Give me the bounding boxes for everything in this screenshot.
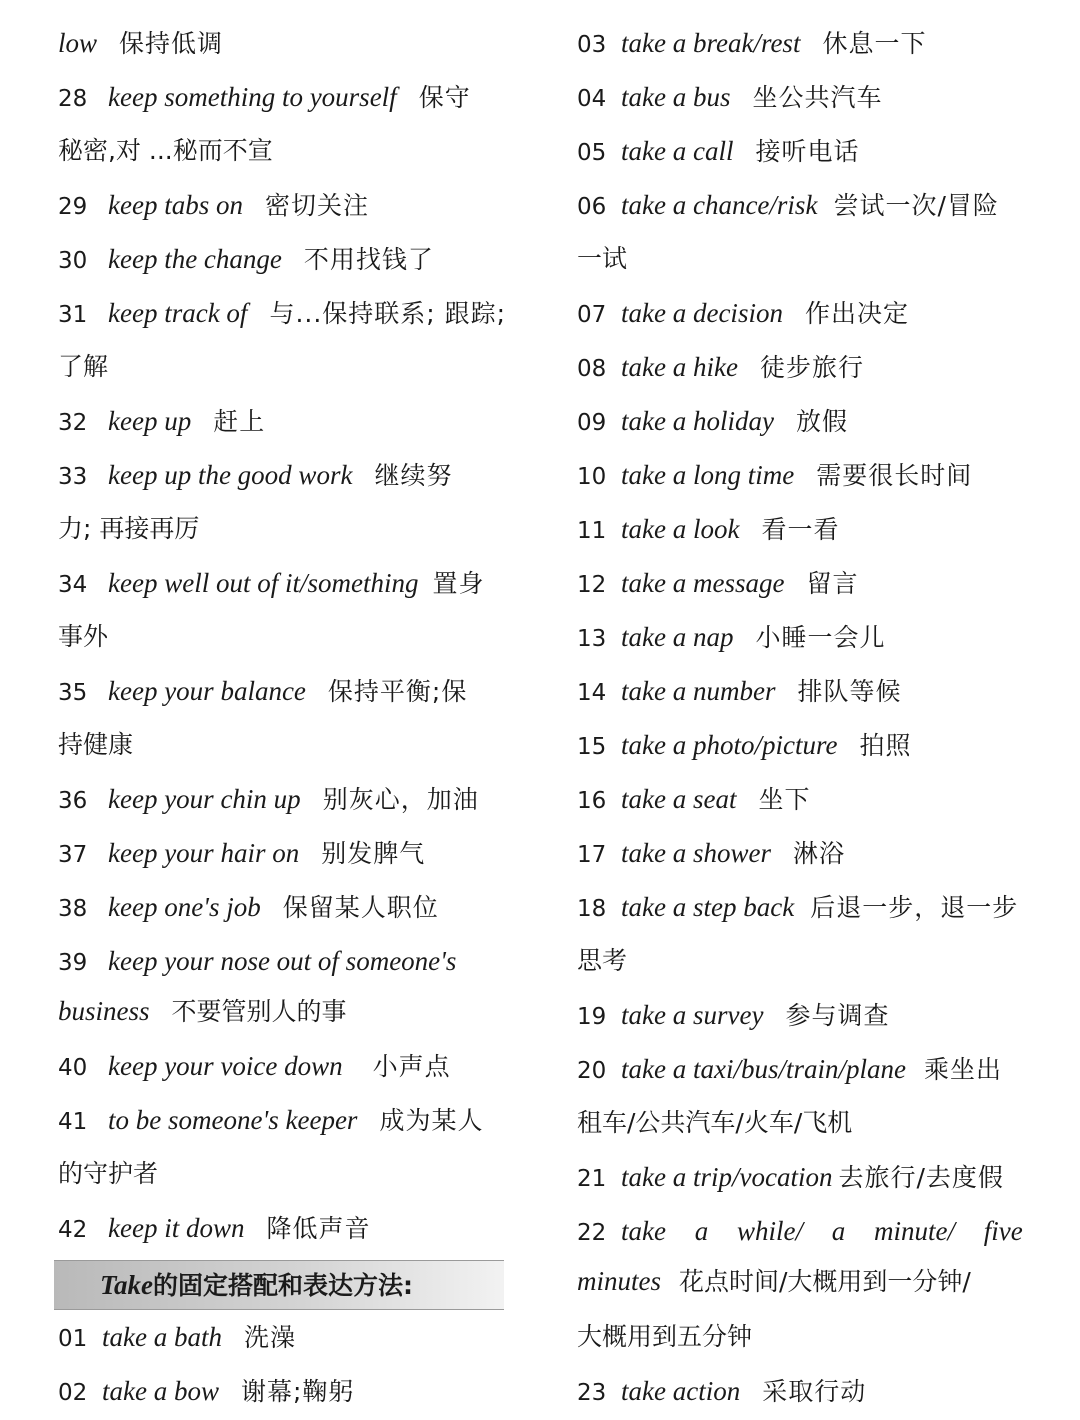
phrase-en: take a nap [621, 622, 734, 652]
phrase-en: take a survey [621, 1000, 764, 1030]
phrase-zh: 看一看 [761, 515, 840, 544]
phrase-en: take a message [621, 568, 785, 598]
list-item [577, 772, 1025, 826]
list-item-continuation [58, 718, 508, 772]
item-number: 39 [58, 950, 88, 976]
phrase-zh-continued: 花点时间/大概用到一分钟/ [679, 1267, 971, 1296]
phrase-zh: 淋浴 [792, 839, 845, 868]
list-item-continuation [58, 124, 508, 178]
list-item [577, 448, 1025, 502]
phrase-zh: 休息一下 [822, 29, 927, 58]
phrase-zh: 不用找钱了 [303, 245, 434, 274]
phrase-zh: 谢幕;鞠躬 [240, 1377, 355, 1406]
item-number: 35 [58, 680, 88, 706]
list-item-continuation [58, 1147, 508, 1201]
item-number: 04 [577, 86, 607, 112]
list-item [577, 718, 1025, 772]
list-item [58, 664, 508, 718]
phrase-zh: 拍照 [859, 731, 912, 760]
phrase-zh: 徒步旅行 [759, 353, 864, 382]
item-number: 14 [577, 680, 607, 706]
item-number: 09 [577, 410, 607, 436]
phrase-zh: 继续努 [374, 461, 453, 490]
list-item [58, 394, 508, 448]
phrase-zh-continued: 租车/公共汽车/火车/飞机 [577, 1108, 853, 1137]
phrase-zh: 作出决定 [804, 299, 909, 328]
phrase-zh: 排队等候 [797, 677, 902, 706]
item-number: 12 [577, 572, 607, 598]
phrase-zh: 坐下 [758, 785, 811, 814]
item-number: 30 [58, 248, 88, 274]
phrase-zh: 成为某人 [379, 1106, 484, 1135]
list-item [577, 826, 1025, 880]
phrase-en: take a photo/picture [621, 730, 838, 760]
item-number: 28 [58, 86, 88, 112]
item-number: 17 [577, 842, 607, 868]
item-number: 06 [577, 194, 607, 220]
list-item [577, 1204, 1025, 1258]
section-header-en: Take [100, 1270, 153, 1300]
phrase-en: keep something to yourself [108, 82, 397, 112]
list-item-continuation [577, 1310, 1025, 1364]
phrase-en: low [58, 28, 98, 58]
phrase-zh: 小声点 [372, 1052, 451, 1081]
phrase-zh: 放假 [795, 407, 848, 436]
item-number: 19 [577, 1004, 607, 1030]
item-number: 11 [577, 518, 607, 544]
list-item [58, 232, 508, 286]
phrase-zh-continued: 持健康 [58, 730, 134, 759]
list-item [577, 880, 1025, 934]
list-item [58, 826, 508, 880]
item-number: 15 [577, 734, 607, 760]
list-item [58, 1093, 508, 1147]
phrase-en: keep well out of it/something [108, 568, 419, 598]
phrase-en: keep your voice down [108, 1051, 343, 1081]
list-item [577, 340, 1025, 394]
list-item-continuation [58, 610, 508, 664]
item-number: 02 [58, 1380, 88, 1406]
phrase-en: keep your hair on [108, 838, 300, 868]
phrase-en: take a trip/vocation [621, 1162, 833, 1192]
phrase-en: keep your chin up [108, 784, 301, 814]
item-number: 01 [58, 1326, 88, 1352]
phrase-en: take a chance/risk [621, 190, 818, 220]
phrase-en: keep it down [108, 1213, 245, 1243]
phrase-zh-continued: 的守护者 [58, 1159, 159, 1188]
phrase-zh: 去旅行/去度假 [838, 1163, 1004, 1192]
phrase-zh: 密切关注 [264, 191, 369, 220]
item-number: 05 [577, 140, 607, 166]
phrase-en: take a bath [102, 1322, 222, 1352]
phrase-en: take a number [621, 676, 776, 706]
phrase-en: keep your nose out of someone's [108, 946, 457, 976]
list-item [577, 664, 1025, 718]
phrase-en: keep tabs on [108, 190, 243, 220]
list-item [58, 880, 508, 934]
list-item-continuation [58, 502, 508, 556]
phrase-zh-continued: 思考 [577, 946, 628, 975]
phrase-en: take a holiday [621, 406, 774, 436]
phrase-en-continued: business [58, 996, 150, 1026]
phrase-zh: 乘坐出 [923, 1055, 1002, 1084]
phrase-zh: 别灰心，加油 [322, 785, 479, 814]
section-header-zh: 的固定搭配和表达方法: [153, 1271, 413, 1300]
phrase-en: to be someone's keeper [108, 1105, 358, 1135]
phrase-zh-continued: 不要管别人的事 [171, 997, 347, 1026]
phrase-zh: 置身 [432, 569, 485, 598]
phrase-zh: 与...保持联系; 跟踪; [269, 299, 507, 328]
item-number: 34 [58, 572, 88, 598]
list-item [58, 448, 508, 502]
phrase-en: keep track of [108, 298, 248, 328]
list-item [58, 16, 508, 70]
item-number: 20 [577, 1058, 607, 1084]
list-item [58, 556, 508, 610]
phrase-zh: 保守 [418, 83, 471, 112]
item-number: 36 [58, 788, 88, 814]
item-number: 32 [58, 410, 88, 436]
phrase-en: keep up [108, 406, 192, 436]
item-number: 13 [577, 626, 607, 652]
list-item [58, 1310, 508, 1364]
list-item [58, 772, 508, 826]
item-number: 18 [577, 896, 607, 922]
list-item [58, 1039, 508, 1093]
phrase-en: take a decision [621, 298, 783, 328]
phrase-en: take action [621, 1376, 741, 1406]
list-item [577, 1150, 1025, 1204]
phrase-zh: 保留某人职位 [282, 893, 439, 922]
phrase-en: take a bus [621, 82, 731, 112]
list-item [577, 502, 1025, 556]
list-item [577, 124, 1025, 178]
list-item-continuation [577, 1254, 1025, 1308]
item-number: 29 [58, 194, 88, 220]
list-item [58, 178, 508, 232]
phrase-zh: 留言 [806, 569, 859, 598]
list-item [58, 70, 508, 124]
phrase-zh: 别发脾气 [321, 839, 426, 868]
list-item-continuation [577, 934, 1025, 988]
phrase-en-continued: minutes [577, 1266, 661, 1296]
phrase-en: take a long time [621, 460, 795, 490]
phrase-en: take a while/ a minute/ five [621, 1216, 1023, 1246]
section-header [54, 1260, 504, 1310]
phrase-zh: 后退一步，退一步 [810, 893, 1019, 922]
item-number: 31 [58, 302, 88, 328]
phrase-en: take a taxi/bus/train/plane [621, 1054, 906, 1084]
phrase-zh-continued: 事外 [58, 622, 109, 651]
phrase-zh: 采取行动 [762, 1377, 867, 1406]
list-item-continuation [58, 984, 508, 1038]
list-item [577, 70, 1025, 124]
list-item [58, 1201, 508, 1255]
phrase-en: keep one's job [108, 892, 261, 922]
phrase-zh-continued: 秘密,对 ...秘而不宣 [58, 136, 273, 165]
phrase-zh-continued-2: 大概用到五分钟 [577, 1322, 753, 1351]
list-item-continuation [577, 232, 1025, 286]
list-item-continuation [58, 340, 508, 394]
phrase-zh: 小睡一会儿 [755, 623, 886, 652]
list-item [577, 988, 1025, 1042]
list-item [577, 1042, 1025, 1096]
item-number: 23 [577, 1380, 607, 1406]
phrase-en: take a hike [621, 352, 738, 382]
item-number: 38 [58, 896, 88, 922]
phrase-en: take a look [621, 514, 740, 544]
phrase-zh: 坐公共汽车 [752, 83, 883, 112]
item-number: 37 [58, 842, 88, 868]
list-item [577, 556, 1025, 610]
item-number: 40 [58, 1055, 88, 1081]
item-number: 41 [58, 1109, 88, 1135]
list-item [58, 934, 508, 988]
phrase-en: take a step back [621, 892, 795, 922]
item-number: 03 [577, 32, 607, 58]
phrase-en: keep the change [108, 244, 282, 274]
phrase-en: take a call [621, 136, 734, 166]
list-item [577, 610, 1025, 664]
phrase-zh: 接听电话 [755, 137, 860, 166]
phrase-en: keep your balance [108, 676, 306, 706]
list-item [577, 286, 1025, 340]
phrase-zh-continued: 力; 再接再厉 [58, 514, 200, 543]
phrase-zh: 洗澡 [243, 1323, 296, 1352]
item-number: 16 [577, 788, 607, 814]
list-item-continuation [577, 1096, 1025, 1150]
list-item [577, 178, 1025, 232]
phrase-zh: 保持低调 [119, 29, 224, 58]
phrase-en: take a seat [621, 784, 737, 814]
phrase-en: keep up the good work [108, 460, 353, 490]
phrase-zh: 参与调查 [785, 1001, 890, 1030]
phrase-zh: 赶上 [213, 407, 266, 436]
list-item [58, 286, 508, 340]
item-number: 10 [577, 464, 607, 490]
list-item [577, 16, 1025, 70]
phrase-en: take a bow [102, 1376, 219, 1406]
phrase-en: take a break/rest [621, 28, 801, 58]
phrase-zh: 降低声音 [266, 1214, 371, 1243]
item-number: 21 [577, 1166, 607, 1192]
phrase-zh: 需要很长时间 [816, 461, 973, 490]
phrase-zh: 尝试一次/冒险 [833, 191, 999, 220]
phrase-en: take a shower [621, 838, 771, 868]
phrase-zh: 保持平衡;保 [327, 677, 468, 706]
item-number: 07 [577, 302, 607, 328]
item-number: 08 [577, 356, 607, 382]
phrase-zh-continued: 一试 [577, 244, 628, 273]
item-number: 33 [58, 464, 88, 490]
item-number: 22 [577, 1220, 607, 1246]
item-number: 42 [58, 1217, 88, 1243]
list-item [577, 394, 1025, 448]
phrase-zh-continued: 了解 [58, 352, 109, 381]
